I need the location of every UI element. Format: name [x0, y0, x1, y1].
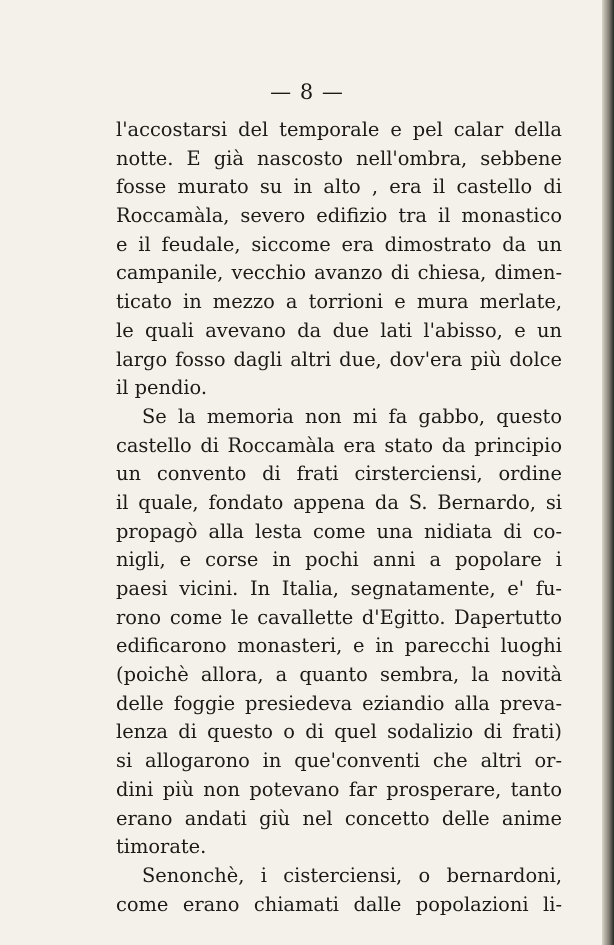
body-text — [116, 116, 562, 919]
text-line: ticato in mezzo a torrioni e mura merlate, — [116, 290, 562, 314]
text-line: un convento di frati cirsterciensi, ordine — [116, 462, 562, 486]
text-line: edificarono monasteri, e in parecchi luoghi — [116, 634, 562, 658]
text-line: castello di Roccamàla era stato da principio — [116, 433, 562, 457]
text-line: dini più non potevano far prosperare, tanto — [116, 777, 562, 801]
text-line: campanile, vecchio avanzo di chiesa, dimen- — [116, 261, 562, 285]
text-line: largo fosso dagli altri due, dov'era più dolce — [116, 347, 562, 371]
page-edge-shadow — [602, 0, 614, 945]
text-line: delle foggie presiedeva eziandio alla preva- — [116, 691, 562, 715]
text-line: propagò alla lesta come una nidiata di co- — [116, 519, 562, 543]
text-line: lenza di questo o di quel sodalizio di frati) — [116, 720, 562, 744]
text-line: nigli, e corse in pochi anni a popolare i — [116, 548, 562, 572]
paragraph-start-line: Senonchè, i cisterciensi, o bernardoni, — [142, 863, 562, 887]
text-line: come erano chiamati dalle popolazioni li- — [116, 892, 562, 916]
text-line: erano andati giù nel concetto delle anime — [116, 806, 562, 830]
text-line: l'accostarsi del temporale e pel calar della — [116, 118, 562, 141]
paragraph-start-line: Se la memoria non mi fa gabbo, questo — [142, 404, 562, 428]
text-line: e il feudale, siccome era dimostrato da un — [116, 232, 562, 256]
text-line: fosse murato su in alto , era il castello di — [116, 175, 562, 199]
text-line: rono come le cavallette d'Egitto. Dapertutto — [116, 605, 562, 629]
text-line: il quale, fondato appena da S. Bernardo, si — [116, 490, 562, 514]
text-line: timorate. — [116, 835, 207, 859]
page-number: — 8 — — [270, 80, 344, 104]
text-line: notte. E già nascosto nell'ombra, sebbene — [116, 146, 562, 170]
text-line: le quali avevano da due lati l'abisso, e un — [116, 318, 562, 342]
text-line: il pendio. — [116, 376, 208, 400]
text-line: Roccamàla, severo edifizio tra il monastico — [116, 204, 562, 228]
text-line: paesi vicini. In Italia, segnatamente, e' fu- — [116, 577, 562, 600]
text-line: si allogarono in que'conventi che altri or- — [116, 749, 562, 773]
text-line: (poichè allora, a quanto sembra, la novità — [116, 663, 562, 687]
